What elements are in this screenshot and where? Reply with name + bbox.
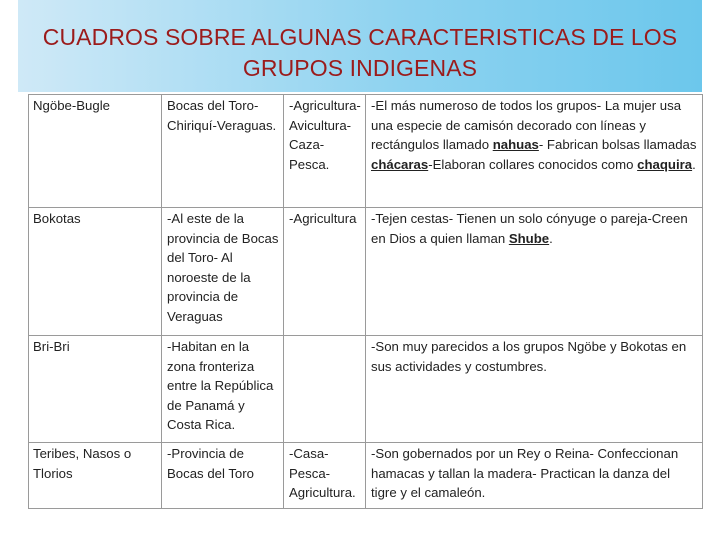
- group-name-cell: Bri-Bri: [29, 336, 162, 443]
- notes-cell: -Son gobernados por un Rey o Reina- Confeccionan hamacas y tallan la madera- Practican la danza del tigre y el camaleón.: [366, 443, 703, 509]
- activities-cell: -Agricultura-Avicultura-Caza-Pesca.: [284, 95, 366, 208]
- notes-cell: -Tejen cestas- Tienen un solo cónyuge o pareja-Creen en Dios a quien llaman Shube.: [366, 208, 703, 336]
- notes-cell: -Son muy parecidos a los grupos Ngöbe y Bokotas en sus actividades y costumbres.: [366, 336, 703, 443]
- location-cell: -Al este de la provincia de Bocas del Toro- Al noroeste de la provincia de Veraguas: [162, 208, 284, 336]
- table-row: [29, 95, 703, 208]
- term-chaquira: chaquira: [637, 156, 693, 172]
- table-row: [29, 336, 703, 443]
- group-name-cell: Bokotas: [29, 208, 162, 336]
- location-cell: Bocas del Toro-Chiriquí-Veraguas.: [162, 95, 284, 208]
- page-title: CUADROS SOBRE ALGUNAS CARACTERISTICAS DE LOS GRUPOS INDIGENAS: [42, 24, 678, 81]
- indigenous-groups-table: [28, 94, 703, 509]
- group-name-cell: Ngöbe-Bugle: [29, 95, 162, 208]
- term-chacaras: chácaras: [371, 156, 429, 172]
- term-nahuas: nahuas: [492, 137, 539, 153]
- activities-cell: -Agricultura: [284, 208, 366, 336]
- notes-cell: -El más numeroso de todos los grupos- La mujer usa una especie de camisón decorado con líneas y rectángulos llamado nahuas- Fabrican bolsas llamadas chácaras-Elaboran collares conocidos como chaquira.: [366, 95, 703, 208]
- location-cell: -Habitan en la zona fronteriza entre la República de Panamá y Costa Rica.: [162, 336, 284, 443]
- term-shube: Shube: [508, 230, 550, 246]
- table-row: [29, 443, 703, 509]
- table-row: [29, 208, 703, 336]
- activities-cell: -Casa-Pesca-Agricultura.: [284, 443, 366, 509]
- group-name-cell: Teribes, Nasos o Tlorios: [29, 443, 162, 509]
- activities-cell: [284, 336, 366, 443]
- location-cell: -Provincia de Bocas del Toro: [162, 443, 284, 509]
